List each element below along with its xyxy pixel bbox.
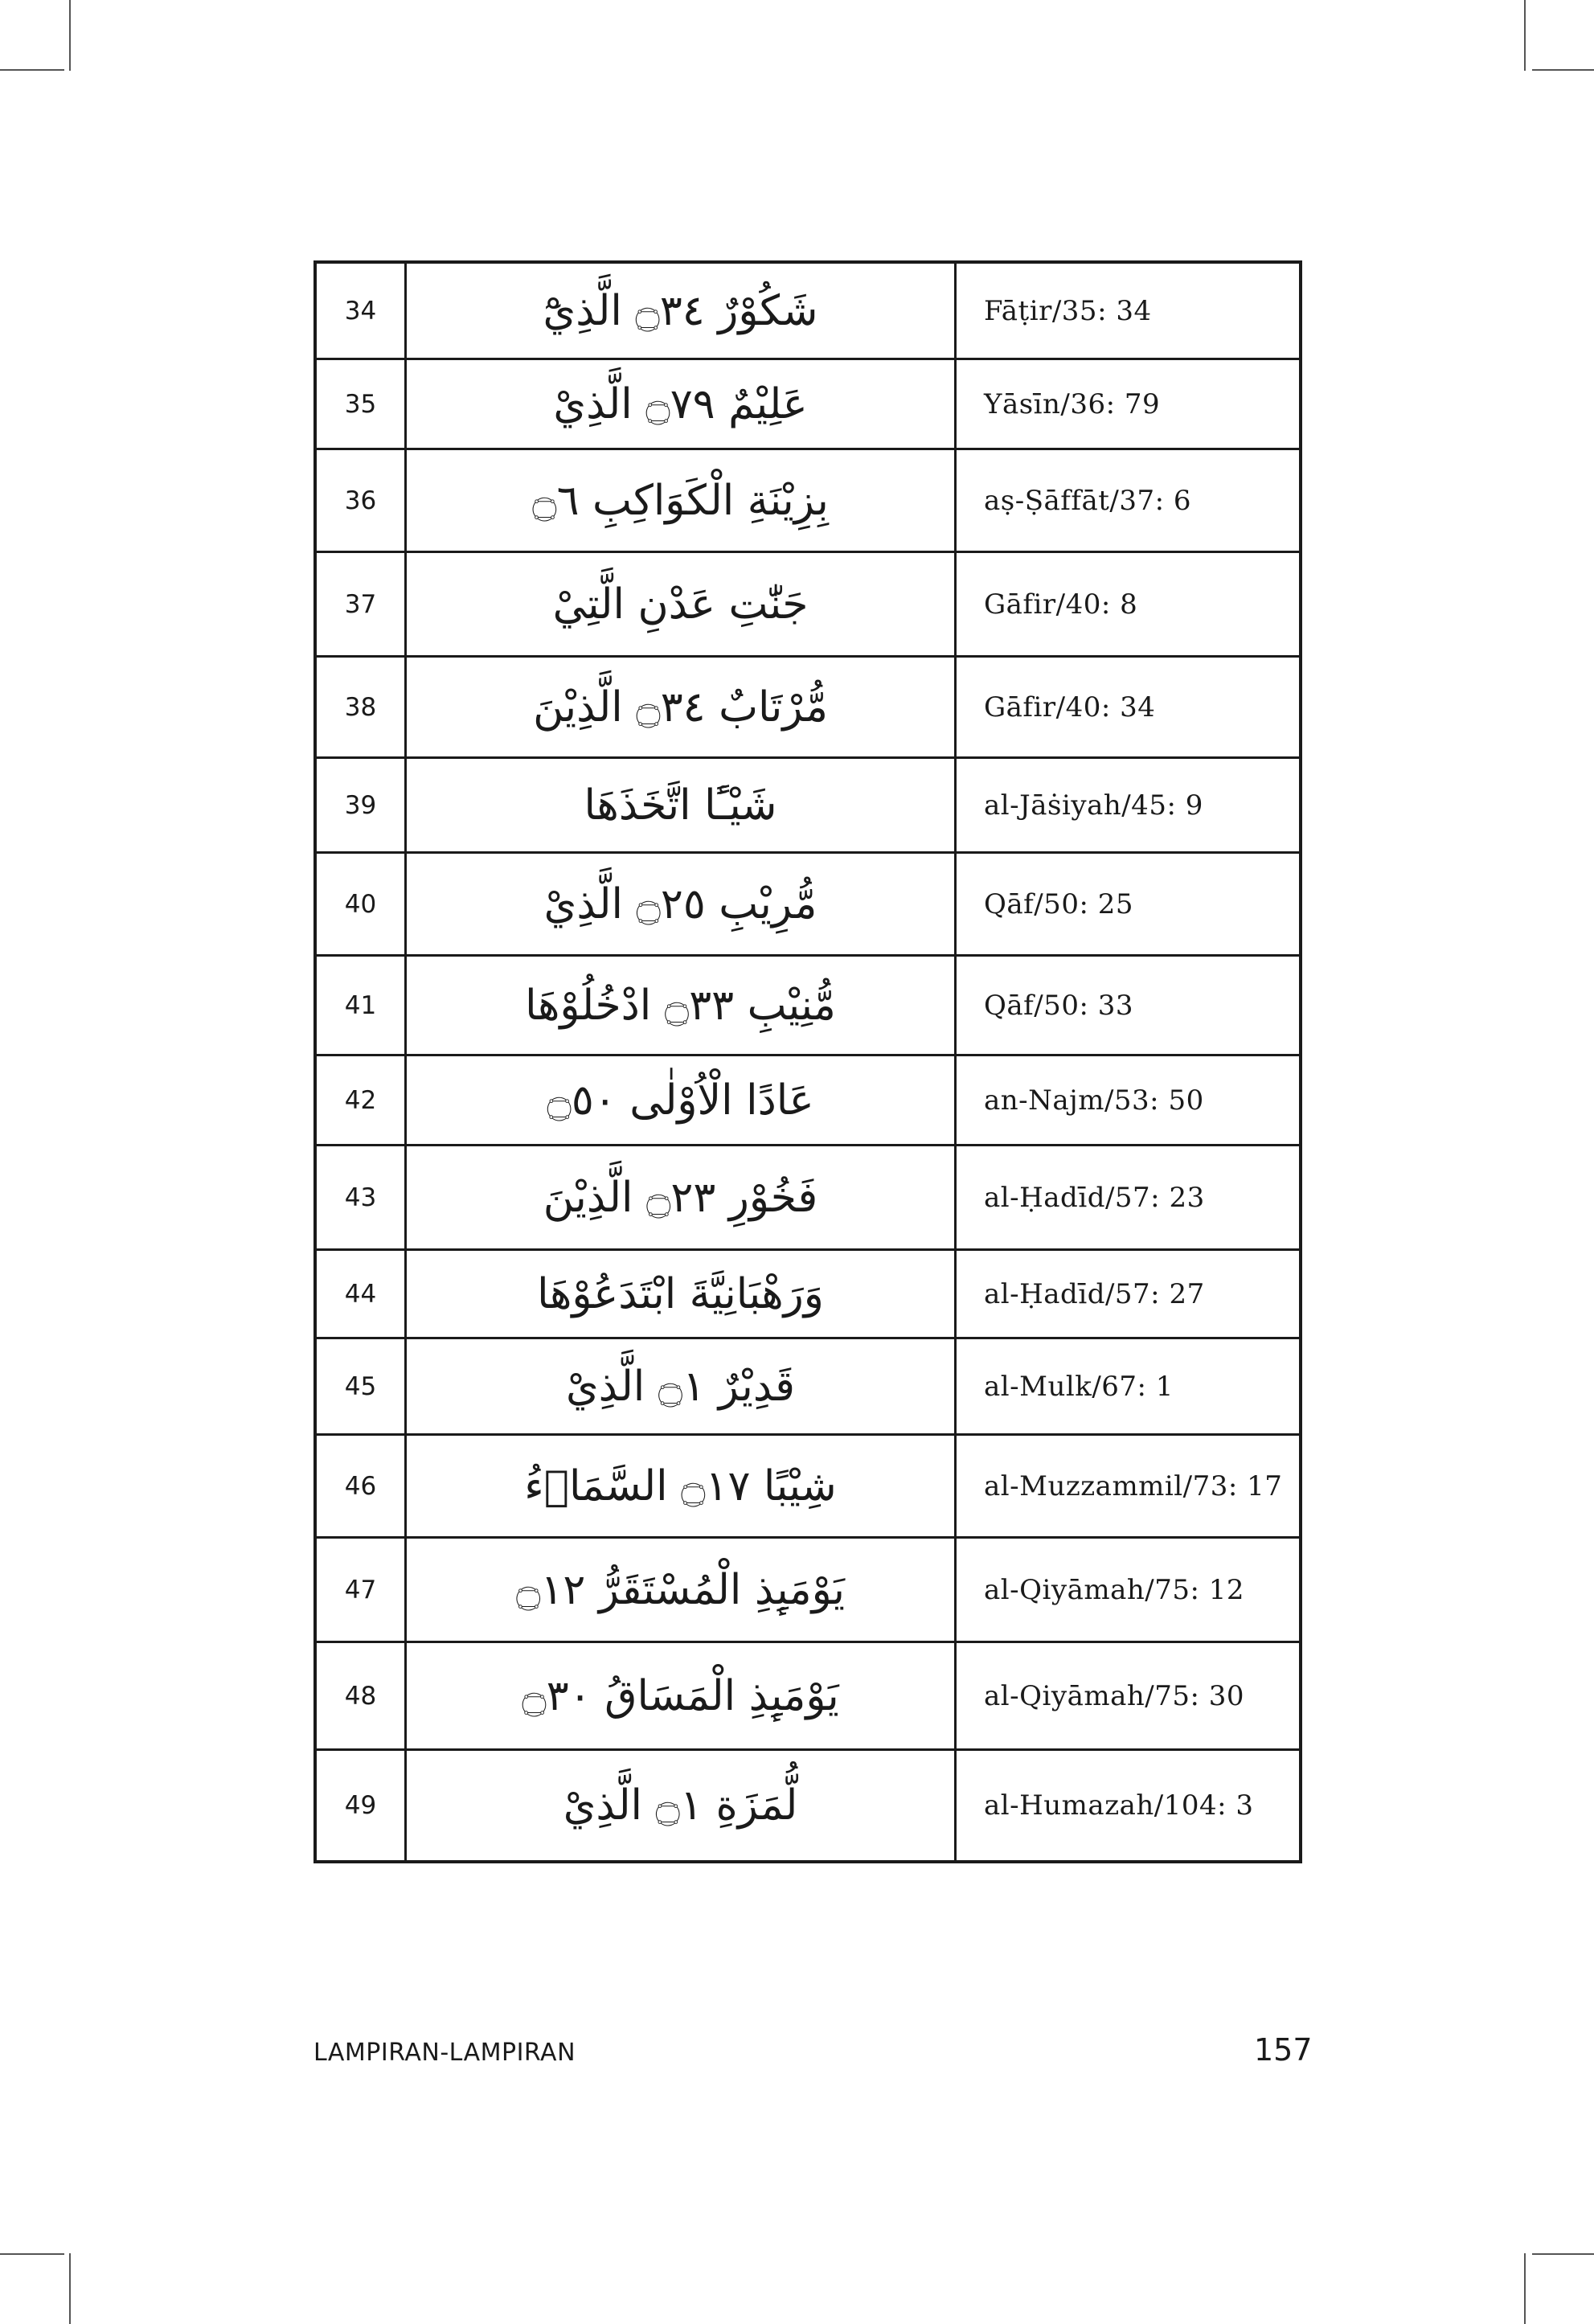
row-number: 43 [317,1146,407,1248]
surah-reference: al-Jāṡiyah/45: 9 [984,789,1203,822]
crop-mark [69,0,71,71]
arabic-text: شِيْبًا ۝١٧ السَّمَاۤءُ [407,1436,957,1536]
table-row [317,1643,1299,1751]
row-number: 34 [317,264,407,358]
row-number: 45 [317,1339,407,1433]
row-number: 35 [317,360,407,448]
table-row [317,759,1299,854]
surah-reference: Qāf/50: 33 [984,989,1133,1022]
arabic-text: يَوْمَىِٕذِ الْمَسَاقُ ۝٣٠ [407,1643,957,1748]
arabic-text: بِزِيْنَةِ الْكَوَاكِبِ ۝٦ [407,450,957,551]
row-number: 44 [317,1251,407,1337]
surah-reference: al-Mulk/67: 1 [984,1370,1174,1403]
arabic-text: شَكُوْرٌ ۝٣٤ الَّذِيْٓ [407,264,957,358]
table-row [317,1146,1299,1251]
table-row [317,658,1299,759]
arabic-text: مُّرْتَابٌ ۝٣٤ الَّذِيْنَ [407,658,957,756]
surah-reference: an-Najm/53: 50 [984,1084,1204,1117]
crop-mark [1524,2253,1526,2324]
surah-reference: al-Qiyāmah/75: 30 [984,1679,1245,1712]
surah-reference: Yāsīn/36: 79 [984,387,1161,420]
table-row [317,553,1299,658]
arabic-text: مُّرِيْبِ ۝٢٥ الَّذِيْ [407,854,957,954]
crop-mark [69,2253,71,2324]
row-number: 41 [317,957,407,1054]
surah-reference: Qāf/50: 25 [984,887,1133,920]
crop-mark [1524,0,1526,71]
surah-reference: aṣ-Ṣāffāt/37: 6 [984,484,1191,517]
table-row [317,1339,1299,1436]
arabic-text: عَلِيْمٌ ۝٧٩ الَّذِيْ [407,360,957,448]
row-number: 37 [317,553,407,655]
surah-reference: Fāṭir/35: 34 [984,294,1152,327]
row-number: 42 [317,1056,407,1144]
reference-table [313,260,1302,1863]
table-row [317,1251,1299,1339]
surah-reference: al-Qiyāmah/75: 12 [984,1573,1245,1606]
table-row [317,1056,1299,1146]
arabic-text: يَوْمَىِٕذِ الْمُسْتَقَرُّ ۝١٢ [407,1539,957,1641]
crop-mark [1532,69,1594,71]
surah-reference: al-Muzzammil/73: 17 [984,1469,1283,1502]
table-row [317,1751,1299,1860]
row-number: 49 [317,1751,407,1860]
arabic-text: جَنّٰتِ عَدْنِ الَّتِيْ [407,553,957,655]
arabic-text: وَرَهْبَانِيَّةَ ابْتَدَعُوْهَا [407,1251,957,1337]
row-number: 36 [317,450,407,551]
row-number: 48 [317,1643,407,1748]
arabic-text: عَادًا الْاُوْلٰى ۝٥٠ [407,1056,957,1144]
table-row [317,1539,1299,1643]
crop-mark [0,69,64,71]
surah-reference: al-Ḥadīd/57: 27 [984,1277,1205,1310]
surah-reference: al-Ḥadīd/57: 23 [984,1181,1205,1214]
row-number: 38 [317,658,407,756]
row-number: 47 [317,1539,407,1641]
table-row [317,450,1299,553]
crop-mark [0,2253,64,2255]
surah-reference: Gāfir/40: 8 [984,588,1138,621]
arabic-text: فَخُوْرِ ۝٢٣ الَّذِيْنَ [407,1146,957,1248]
page-number: 157 [1254,2032,1313,2068]
row-number: 40 [317,854,407,954]
table-row [317,264,1299,360]
surah-reference: Gāfir/40: 34 [984,691,1156,723]
table-row [317,1436,1299,1539]
crop-mark [1532,2253,1594,2255]
arabic-text: مُّنِيْبِ ۝٣٣ ادْخُلُوْهَا [407,957,957,1054]
arabic-text: قَدِيْرٌ ۝١ الَّذِيْ [407,1339,957,1433]
surah-reference: al-Humazah/104: 3 [984,1789,1254,1822]
table-row [317,360,1299,450]
row-number: 39 [317,759,407,851]
row-number: 46 [317,1436,407,1536]
table-row [317,854,1299,957]
running-footer-section: LAMPIRAN-LAMPIRAN [313,2039,576,2067]
arabic-text: شَيْـًٔا اتَّخَذَهَا [407,759,957,851]
table-row [317,957,1299,1056]
arabic-text: لُّمَزَةِ ۝١ الَّذِيْ [407,1751,957,1860]
